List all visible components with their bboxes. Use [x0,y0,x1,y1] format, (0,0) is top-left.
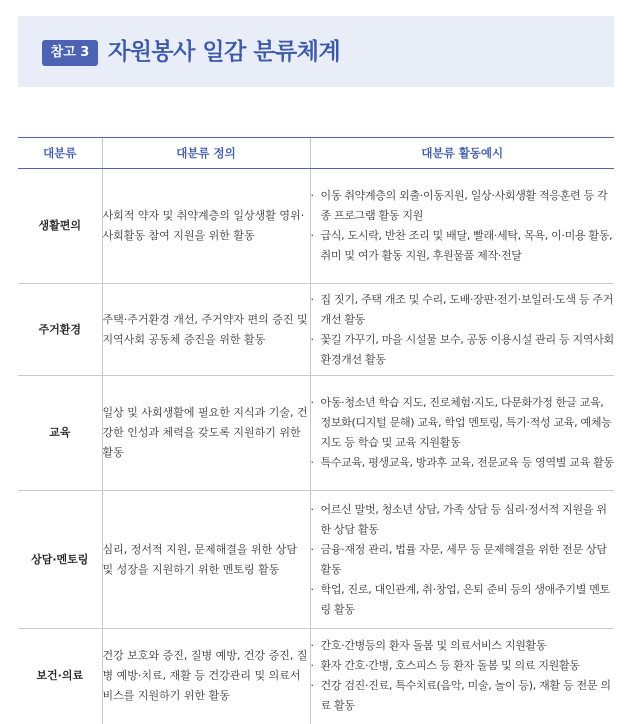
table-row [18,491,614,629]
definition-cell: 심리, 정서적 지원, 문제해결을 위한 상담 및 성장을 지원하기 위한 멘토링 활동 [102,491,310,629]
definition-cell: 사회적 약자 및 취약계층의 일상생활 영위·사회활동 참여 지원을 위한 활동 [102,169,310,284]
definition-cell: 건강 보호와 증진, 질병 예방, 건강 증진, 질병 예방·치료, 재활 등 건강관리 및 의료서비스를 지원하기 위한 활동 [102,629,310,724]
column-header-category: 대분류 [18,138,102,169]
category-cell: 주거환경 [18,284,102,376]
examples-cell [310,491,614,629]
column-header-examples: 대분류 활동예시 [310,138,614,169]
example-item: · 특수교육, 평생교육, 방과후 교육, 전문교육 등 영역별 교육 활동 [311,453,615,473]
category-cell: 상담·멘토링 [18,491,102,629]
examples-cell [310,376,614,491]
example-item: · 환자 간호·간병, 호스피스 등 환자 돌봄 및 의료 지원활동 [311,656,615,676]
table-row [18,284,614,376]
examples-cell [310,629,614,724]
definition-cell: 일상 및 사회생활에 필요한 지식과 기술, 건강한 인성과 체력을 갖도록 지원하기 위한 활동 [102,376,310,491]
category-cell: 보건·의료 [36,669,84,683]
example-item: · 어르신 말벗, 청소년 상담, 가족 상담 등 심리·정서적 지원을 위한 상담 활동 [311,500,615,540]
table-row [18,376,614,491]
table-header-row [18,138,614,169]
examples-cell [310,169,614,284]
category-cell: 생활편의 [18,169,102,284]
definition-cell: 주택·주거환경 개선, 주거약자 편의 증진 및 지역사회 공동체 증진을 위한 활동 [102,284,310,376]
table-row [18,169,614,284]
column-header-definition: 대분류 정의 [102,138,310,169]
table-row [18,629,614,724]
example-item: · 꽃길 가꾸기, 마을 시설물 보수, 공동 이용시설 관리 등 지역사회 환경개선 활동 [311,330,615,370]
category-cell: 교육 [18,376,102,491]
reference-badge: 참고 3 [42,40,98,66]
example-item: · 이동 취약계층의 외출·이동지원, 일상·사회생활 적응훈련 등 각종 프로그램 활동 지원 [311,186,615,226]
page-title: 자원봉사 일감 분류체계 [108,39,341,65]
example-item: · 학업, 진로, 대인관계, 취·창업, 은퇴 준비 등의 생애주기별 멘토링 활동 [311,580,615,620]
example-item: · 건강 검진·진료, 특수치료(음악, 미술, 놀이 등), 재활 등 전문 의료 활동 [311,676,615,716]
example-item: · 간호·간병등의 환자 돌봄 및 의료서비스 지원활동 [311,636,615,656]
classification-table [18,137,614,724]
example-item: · 집 짓기, 주택 개조 및 수리, 도배·장판·전기·보일러·도색 등 주거개선 활동 [311,290,615,330]
example-item: · 아동·청소년 학습 지도, 진로체험·지도, 다문화가정 한글 교육, 정보화(디지털 문해) 교육, 학업 멘토링, 특기·적성 교육, 예체능 지도 등 학습 및 교육 지원활동 [311,393,615,453]
examples-cell [310,284,614,376]
example-item: · 급식, 도시락, 반찬 조리 및 배달, 빨래·세탁, 목욕, 이·미용 활동, 취미 및 여가 활동 지원, 후원물품 제작·전달 [311,226,615,266]
example-item: · 금융·재정 관리, 법률 자문, 세무 등 문제해결을 위한 전문 상담 활동 [311,540,615,580]
